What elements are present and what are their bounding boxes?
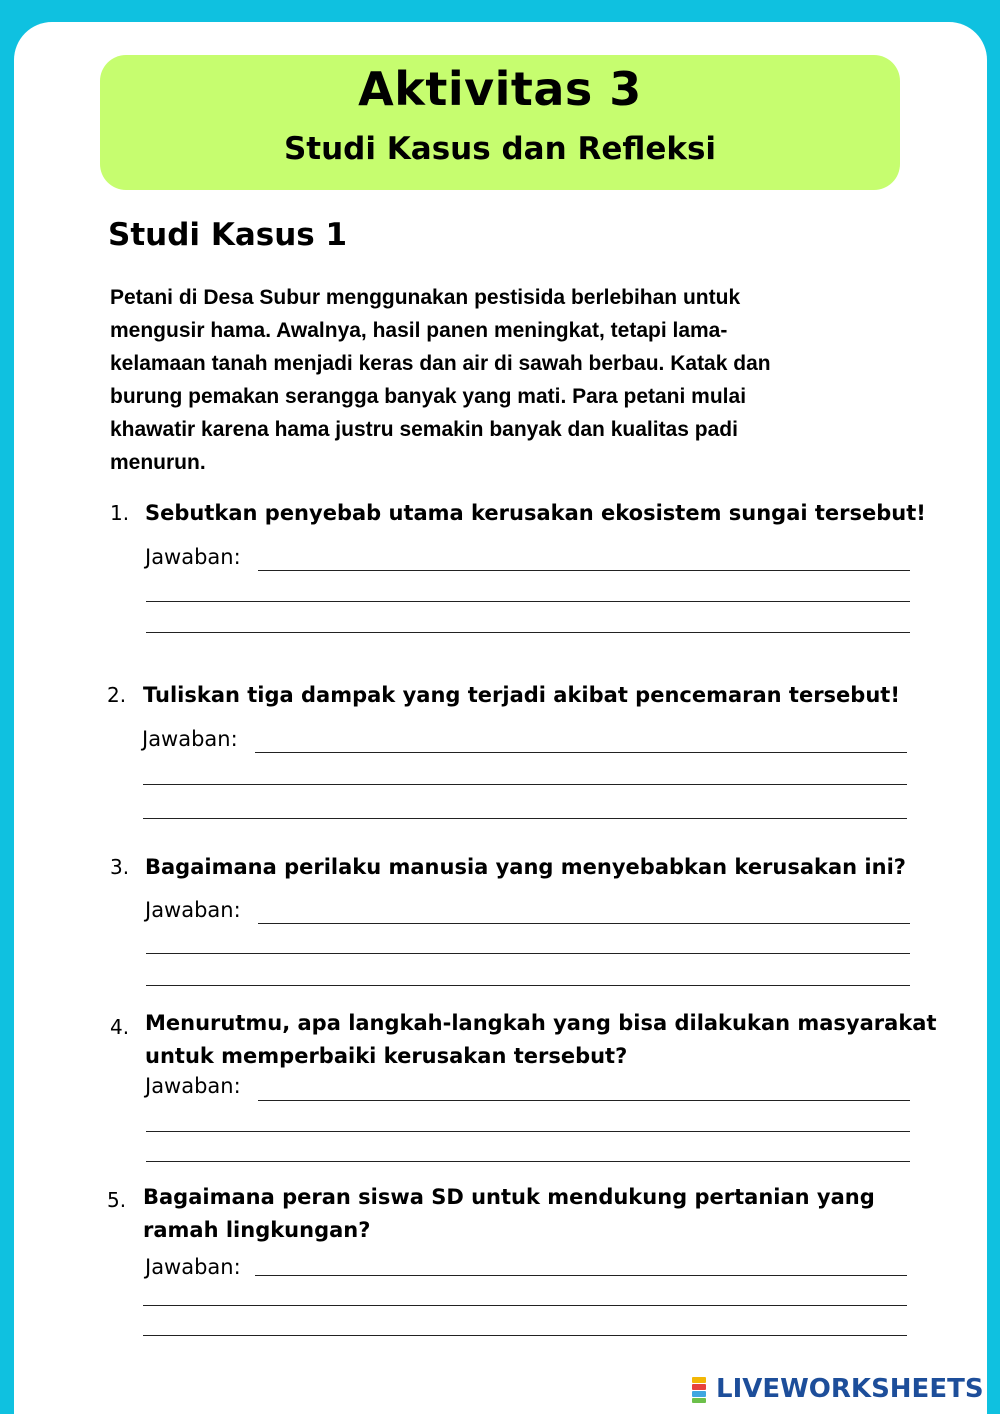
passage-line: mengusir hama. Awalnya, hasil panen meningkat, tetapi lama- — [110, 319, 728, 342]
question-5-text: Bagaimana peran siswa SD untuk mendukung pertanian yang ramah lingkungan? — [143, 1185, 875, 1242]
question-3-answer-label: Jawaban: — [145, 898, 241, 922]
question-2-answer-line-1[interactable] — [255, 752, 907, 753]
page-subtitle: Studi Kasus dan Refleksi — [283, 131, 717, 167]
question-5-answer-line-3[interactable] — [143, 1335, 907, 1336]
question-3-answer-line-2[interactable] — [146, 953, 910, 954]
question-3-answer-line-3[interactable] — [146, 985, 910, 986]
passage-line: Petani di Desa Subur menggunakan pestisida berlebihan untuk — [110, 286, 741, 309]
passage-line: burung pemakan serangga banyak yang mati. Para petani mulai — [110, 385, 747, 408]
question-4-answer-line-1[interactable] — [258, 1100, 910, 1101]
question-5-answer-label: Jawaban: — [145, 1255, 241, 1279]
question-1-answer-line-2[interactable] — [146, 601, 910, 602]
passage-line: menurun. — [110, 451, 206, 474]
question-5-number: 5. — [107, 1188, 127, 1212]
case-study-passage — [110, 281, 870, 479]
question-4-answer-line-3[interactable] — [146, 1161, 910, 1162]
page-title: Aktivitas 3 — [358, 62, 642, 116]
question-3-text: Bagaimana perilaku manusia yang menyebabkan kerusakan ini? — [145, 855, 906, 879]
question-3-answer-line-1[interactable] — [258, 923, 910, 924]
question-2-answer-label: Jawaban: — [142, 727, 238, 751]
liveworksheets-wordmark: LIVEWORKSHEETS — [716, 1374, 984, 1404]
question-4-answer-label: Jawaban: — [145, 1074, 241, 1098]
question-4-text: Menurutmu, apa langkah-langkah yang bisa dilakukan masyarakat untuk memperbaiki kerusakan tersebut? — [145, 1011, 937, 1068]
question-2-answer-line-3[interactable] — [143, 818, 907, 819]
passage-line: khawatir karena hama justru semakin banyak dan kualitas padi — [110, 418, 738, 441]
question-2-text: Tuliskan tiga dampak yang terjadi akibat pencemaran tersebut! — [143, 683, 900, 707]
passage-line: kelamaan tanah menjadi keras dan air di sawah berbau. Katak dan — [110, 352, 771, 375]
question-4-number: 4. — [110, 1015, 130, 1039]
question-4-answer-line-2[interactable] — [146, 1131, 910, 1132]
question-1-answer-line-3[interactable] — [146, 632, 910, 633]
question-5-answer-line-2[interactable] — [143, 1305, 907, 1306]
question-5-answer-line-1[interactable] — [255, 1275, 907, 1276]
question-1-text: Sebutkan penyebab utama kerusakan ekosistem sungai tersebut! — [145, 501, 926, 525]
liveworksheets-logo-icon — [692, 1375, 712, 1403]
case-study-title: Studi Kasus 1 — [108, 217, 348, 253]
question-1-number: 1. — [110, 501, 130, 525]
question-2-answer-line-2[interactable] — [143, 784, 907, 785]
liveworksheets-brand[interactable] — [692, 1372, 984, 1406]
question-2-number: 2. — [107, 683, 127, 707]
question-1-answer-label: Jawaban: — [145, 545, 241, 569]
question-3-number: 3. — [110, 855, 130, 879]
question-1-answer-line-1[interactable] — [258, 570, 910, 571]
